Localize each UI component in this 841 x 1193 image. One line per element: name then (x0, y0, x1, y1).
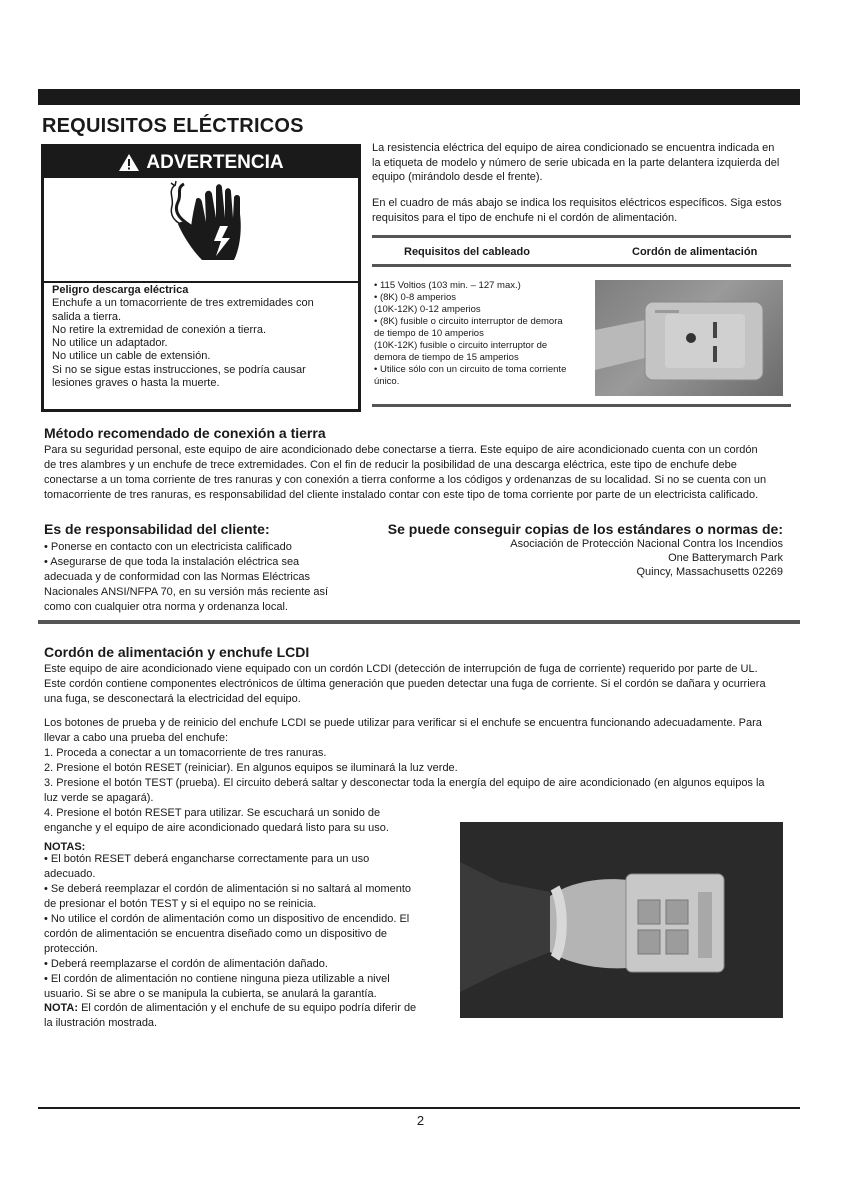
intro-paragraph-2 (372, 196, 797, 225)
table-col-wiring: Requisitos del cableado (404, 246, 530, 258)
text-line: la etiqueta de modelo y número de serie ubicada en la parte delantera izquierda del (372, 156, 780, 169)
lcdi-plug-photo (460, 822, 783, 1018)
warning-box (41, 144, 361, 412)
warning-line: No utilice un cable de extensión. (52, 350, 211, 363)
standards-line: One Batterymarch Park (668, 552, 783, 564)
text-line: 3. Presione el botón TEST (prueba). El circuito deberá saltar y desconectar toda la energía del equipo de aire acondicionado (en algunos equipos la (44, 777, 765, 789)
text-line: luz verde se apagará). (44, 792, 154, 804)
text-line: equipo (mirándolo desde el frente). (372, 171, 543, 183)
text-line: Los botones de prueba y de reinicio del enchufe LCDI se puede utilizar para verificar si el enchufe se encuentra funcionando adecuadamente. Para (44, 717, 762, 729)
table-header-rule (372, 264, 791, 267)
text-line: 1. Proceda a conectar a un tomacorriente de tres ranuras. (44, 747, 327, 759)
list-item: • (8K) fusible o circuito interruptor de demora (374, 316, 563, 327)
list-item: (10K-12K) fusible o circuito interruptor de (374, 340, 548, 351)
header-bar (38, 89, 800, 105)
standards-title: Se puede conseguir copias de los estándares o normas de: (387, 521, 783, 537)
shock-hazard-icon-area (44, 178, 358, 283)
wiring-requirements-list (374, 280, 566, 388)
text-line: tomacorriente de tres ranuras, es responsabilidad del cliente instalado contar con este tipo de toma corriente por parte de un electricista calificado. (44, 489, 759, 501)
notes-title: NOTAS: (44, 841, 86, 853)
list-item: • El botón RESET deberá engancharse correctamente para un uso (44, 853, 370, 865)
text-line: 4. Presione el botón RESET para utilizar. Se escuchará un sonido de (44, 807, 381, 819)
list-item: demora de tiempo de 15 amperios (374, 352, 519, 363)
list-item: de presionar el botón TEST y si el equipo no se reinicia. (44, 898, 317, 910)
list-item: Nacionales ANSI/NFPA 70, en su versión más reciente así (44, 586, 329, 598)
final-note-text: El cordón de alimentación y el enchufe de su equipo podría diferir de (78, 1002, 417, 1014)
list-item: • No utilice el cordón de alimentación como un dispositivo de encendido. El (44, 913, 410, 925)
list-item: adecuada y de conformidad con las Normas Eléctricas (44, 571, 310, 583)
list-item: • 115 Voltios (103 min. – 127 max.) (374, 280, 521, 291)
text-line: la ilustración mostrada. (44, 1017, 158, 1029)
intro-paragraph-1 (372, 141, 797, 185)
text-line: conectarse a un toma corriente de tres ranuras y con conexión a tierra conforme a los códigos y ordenanzas de su localidad. Si no se cuenta con un (44, 474, 767, 486)
text-line: Para su seguridad personal, este equipo de aire acondicionado debe conectarse a tierra. Este equipo de aire acondicionado cuenta con un cordón (44, 444, 758, 456)
danger-title: Peligro descarga eléctrica (52, 284, 189, 296)
warning-line: No retire la extremidad de conexión a tierra. (52, 323, 266, 336)
list-item: como con cualquier otra norma y ordenanza local. (44, 601, 288, 613)
text-line: llevar a cabo una prueba del enchufe: (44, 732, 229, 744)
text-line: requisitos para el tipo de enchufe ni el cordón de alimentación. (372, 211, 678, 224)
list-item: (10K-12K) 0-12 amperios (374, 304, 481, 315)
lcdi-paragraph-2 (44, 716, 792, 836)
list-item: • (8K) 0-8 amperios (374, 292, 456, 303)
electric-shock-hand-icon (44, 178, 364, 281)
table-col-cord: Cordón de alimentación (632, 246, 758, 258)
list-item: • Deberá reemplazarse el cordón de alimentación dañado. (44, 958, 328, 970)
list-item: único. (374, 376, 400, 387)
warning-line: salida a tierra. (52, 310, 122, 323)
text-line: 2. Presione el botón RESET (reiniciar). En algunos equipos se iluminará la luz verde. (44, 762, 458, 774)
table-top-rule (372, 235, 791, 238)
list-item: • El cordón de alimentación no contiene ninguna pieza utilizable a nivel (44, 973, 390, 985)
text-line: Este cordón contiene componentes electrónicos de última generación que pueden detectar una fuga de corriente. Si el cordón se dañara y ocurriera (44, 678, 766, 690)
warning-header-text: ADVERTENCIA (146, 151, 284, 173)
standards-block (388, 521, 783, 579)
warning-line: No utilice un adaptador. (52, 337, 168, 350)
list-item: • Se deberá reemplazar el cordón de alimentación si no saltará al momento (44, 883, 412, 895)
responsibility-title: Es de responsabilidad del cliente: (44, 521, 270, 537)
page-number: 2 (416, 1113, 425, 1128)
responsibility-list (44, 540, 328, 615)
warning-header (44, 147, 358, 178)
footer-rule (38, 1107, 800, 1109)
list-item: cordón de alimentación se encuentra diseñado como un dispositivo de (44, 928, 388, 940)
list-item: • Utilice sólo con un circuito de toma corriente (374, 364, 567, 375)
text-line: En el cuadro de más abajo se indica los requisitos eléctricos específicos. Siga estos (372, 197, 782, 209)
list-item: • Ponerse en contacto con un electricista calificado (44, 541, 292, 553)
list-item: adecuado. (44, 868, 96, 880)
standards-line: Asociación de Protección Nacional Contra los Incendios (510, 538, 783, 550)
lcdi-paragraph-1 (44, 662, 792, 707)
text-line: una fuga, se desconectará la electricidad del equipo. (44, 693, 301, 705)
warning-text (52, 284, 350, 390)
warning-line: lesiones graves o hasta la muerte. (52, 377, 220, 390)
table-bottom-rule (372, 404, 791, 407)
text-line: Este equipo de aire acondicionado viene equipado con un cordón LCDI (detección de interrupción de fuga de corriente) requerido por parte de UL. (44, 663, 758, 675)
standards-line: Quincy, Massachusetts 02269 (636, 566, 783, 578)
warning-triangle-icon (118, 153, 140, 172)
power-cord-plug-photo (595, 280, 783, 396)
text-line: de tres alambres y un enchufe de trece extremidades. Con el fin de reducir la posibilidad de una descarga eléctrica, este tipo de enchufe debe (44, 459, 737, 471)
text-line: enganche y el equipo de aire acondicionado quedará listo para su uso. (44, 822, 389, 834)
grounding-paragraph (44, 443, 792, 503)
warning-line: Enchufe a un tomacorriente de tres extremidades con (52, 297, 314, 310)
final-note-label: NOTA: (44, 1002, 79, 1014)
list-item: usuario. Si se abre o se manipula la cubierta, se anulará la garantía. (44, 988, 377, 1000)
list-item: de tiempo de 10 amperios (374, 328, 484, 339)
list-item: protección. (44, 943, 98, 955)
lcdi-title: Cordón de alimentación y enchufe LCDI (44, 644, 310, 660)
page-title: REQUISITOS ELÉCTRICOS (42, 115, 304, 137)
text-line: La resistencia eléctrica del equipo de airea condicionado se encuentra indicada en (372, 142, 775, 154)
list-item: • Asegurarse de que toda la instalación eléctrica sea (44, 556, 300, 568)
section-divider (38, 620, 800, 624)
grounding-title: Método recomendado de conexión a tierra (44, 425, 326, 441)
warning-line: Si no se sigue estas instrucciones, se podría causar (52, 363, 306, 376)
